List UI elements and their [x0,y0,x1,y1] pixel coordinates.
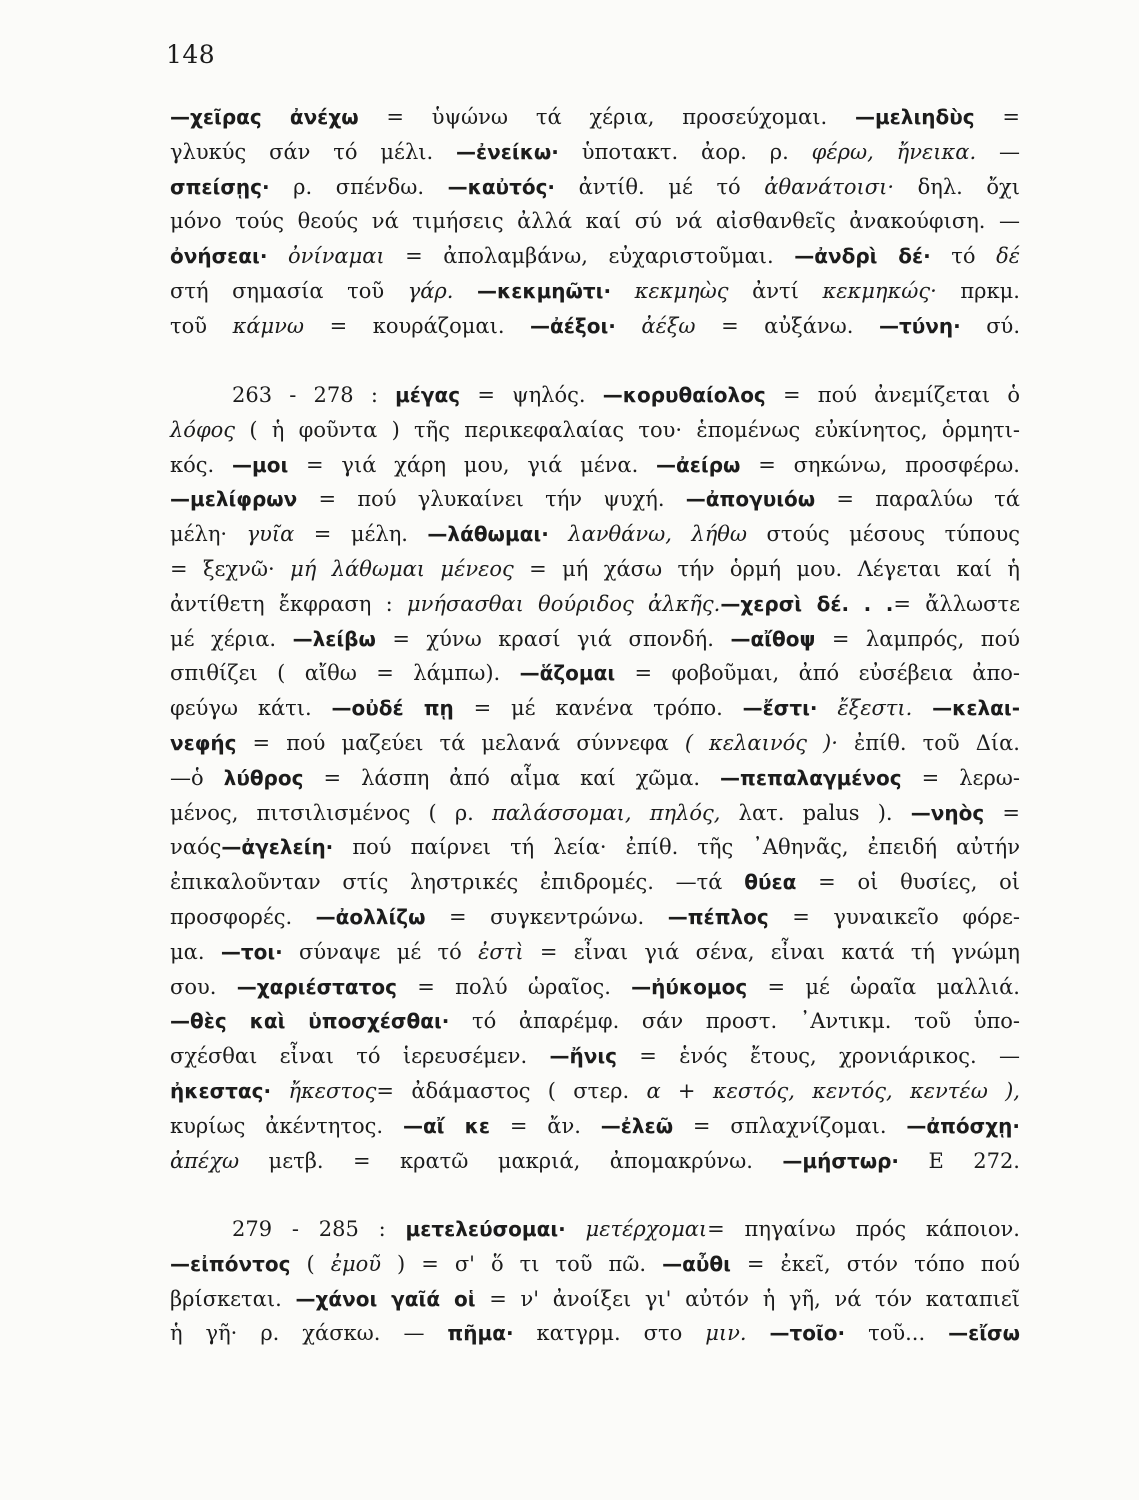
headword: σπείσῃς· [170,174,270,199]
gloss-text: σχέσθαι εἶναι τό ἱερευσέμεν. [170,1044,550,1069]
gloss-text: μέλη· [170,522,247,547]
italic-term: ἔξεστι. [837,696,913,721]
headword: —τύνη· [878,313,961,338]
gloss-text: σύναψε μέ τό [282,939,479,964]
gloss-text: ἀντί [728,278,823,303]
text-line [170,204,1020,239]
gloss-text: = ἄν. [489,1113,601,1138]
italic-term: ἐμοῦ [330,1251,382,1276]
gloss-text: = ξεχνῶ· [170,556,291,581]
headword: —ἐνείκω· [456,139,559,164]
italic-term: λανθάνω, λήθω [568,522,748,547]
gloss-text: κός. [170,452,232,477]
gloss-text: ( ἡ φοῦντα ) τῆς περικεφαλαίας του· ἑπομένως εὐκίνητος, ὁρμητι- [235,417,1020,442]
gloss-text: στούς μέσους τύπους [747,522,1020,547]
headword: —κεκμηῶτι· [477,278,612,303]
gloss-text: σπιθίζει ( αἴθω = λάμπω). [170,661,520,686]
gloss-text: = λάσπη ἀπό αἷμα καί χῶμα. [303,765,721,790]
gloss-text: βρίσκεται. [170,1286,296,1311]
headword: —ἔστι· [742,696,818,721]
headword: —καὐτός· [447,174,556,199]
gloss-text [818,696,838,720]
italic-term: ( κελαινός )· [684,730,838,755]
gloss-text: = εἶναι γιά σένα, εἶναι κατά τή γνώμη [523,939,1020,964]
gloss-text: κατγρμ. στο [513,1321,706,1346]
headword: νεφής [170,730,237,755]
headword: μέγας [395,383,461,407]
text-line [170,726,1020,761]
gloss-text: = [984,800,1020,825]
headword: —ἅζομαι [519,661,616,686]
gloss-text: προσφορές. [170,904,316,929]
italic-term: ἤκεστος [288,1078,377,1103]
gloss-text: πού παίρνει τή λεία· ἐπίθ. τῆς ᾿Αθηνᾶς, ἐπειδή αὐτήν [333,835,1020,860]
gloss-text: ἐπίθ. τοῦ Δία. [837,730,1020,755]
gloss-text [616,314,642,338]
text-line [170,448,1020,483]
gloss-text: = γιά χάρη μου, γιά μένα. [288,452,657,477]
gloss-text: μα. [170,939,221,964]
text-line [170,1316,1020,1351]
text-line [170,135,1020,170]
gloss-text: σύ. [960,313,1021,338]
text-line [170,170,1020,205]
gloss-text: = παραλύω τά [815,487,1020,512]
gloss-text [912,696,932,720]
headword: —ἀείρω [656,452,741,477]
headword: —θὲς καὶ ὑποσχέσθαι· [170,1009,450,1034]
italic-term: μή λάθωμαι μένεος [290,556,514,581]
gloss-text: τό ἀπαρέμφ. σάν προστ. ᾿Αντικμ. τοῦ ὑπο- [449,1009,1020,1034]
gloss-text: = σπλαχνίζομαι. [673,1113,907,1138]
headword: —λάθωμαι· [427,522,549,547]
text-line [170,1282,1020,1317]
gloss-text: 263 - 278 : [232,383,396,407]
gloss-text [611,279,635,303]
headword: —νηὸς [910,800,985,825]
gloss-text: = ἑνός ἔτους, χρονιάρικος. — [616,1044,1020,1069]
text-line [170,239,1020,274]
italic-term: ἀθανάτοισι· [764,174,894,199]
gloss-text: πρκμ. [936,278,1020,303]
italic-term: μετέρχομαι [585,1217,708,1241]
gloss-text: = οἱ θυσίες, οἱ [796,870,1020,895]
gloss-text: = πού μαζεύει τά μελανά σύννεφα [236,730,685,755]
italic-term: γάρ. [407,278,454,303]
text-line [170,1212,1020,1247]
text-line [170,900,1020,935]
gloss-text: κυρίως ἀκέντητος. [170,1113,403,1138]
headword: —τοι· [220,939,283,964]
gloss-text: ἀντίθετη ἔκφραση : [170,591,407,616]
gloss-text: = φοβοῦμαι, ἀπό εὐσέβεια ἀπο- [615,661,1020,686]
italic-term: ἀέξω [641,313,696,338]
text-line [170,100,1020,135]
gloss-text: γλυκύς σάν τό μέλι. [170,139,457,164]
headword: —λείβω [292,626,376,651]
text-line [170,274,1020,309]
italic-term: κάμνω [232,313,305,338]
gloss-text: σου. [170,974,237,999]
text-line [170,865,1020,900]
paragraph-glossary-263-278 [170,378,1020,1178]
text-line [170,691,1020,726]
text-line [170,656,1020,691]
gloss-text: = ἀπολαμβάνω, εὐχαριστοῦμαι. [384,244,795,269]
headword: —αὖθι [662,1251,731,1276]
text-line [170,413,1020,448]
headword: —μήστωρ· [782,1148,899,1173]
headword: —μελιηδὺς [854,105,975,129]
gloss-text: = μή χάσω τήν ὁρμή μου. Λέγεται καί ἡ [513,556,1020,581]
gloss-text: = μέ κανένα τρόπο. [453,696,743,721]
gloss-text: —ὁ [170,765,224,790]
gloss-text: = γυναικεῖο φόρε- [768,904,1020,929]
gloss-text: = συγκεντρώνω. [425,904,668,929]
headword: —ἀπόσχῃ· [906,1113,1020,1138]
paragraph-glossary-1 [170,100,1020,344]
italic-term: δέ [996,244,1020,269]
gloss-text: = πολύ ὡραῖος. [397,974,632,999]
gloss-text: 279 - 285 : [232,1217,406,1241]
headword: —χάνοι γαῖά οἱ [295,1286,476,1311]
page-number: 148 [166,40,216,69]
gloss-text: φεύγω κάτι. [170,696,332,721]
gloss-text: = πηγαίνω πρός κάποιον. [707,1217,1020,1241]
gloss-text [271,1079,288,1103]
gloss-text [566,1217,586,1241]
gloss-text: στή σημασία τοῦ [170,278,408,303]
text-line [170,309,1020,344]
gloss-text: — [976,139,1020,164]
text-line [170,482,1020,517]
gloss-text: = κουράζομαι. [304,313,531,338]
gloss-text: δηλ. ὄχι [894,174,1020,199]
headword: πῆμα· [447,1321,514,1346]
italic-term: α + κεστός, κεντός, κεντέω ), [646,1078,1020,1103]
headword: λύθρος [223,765,304,790]
headword: θύεα [744,870,797,895]
text-line [170,517,1020,552]
gloss-text: = πού γλυκαίνει τήν ψυχή. [297,487,686,512]
gloss-text: = χύνω κρασί γιά σπονδή. [375,626,731,651]
gloss-text: = ν' ἀνοίξει γι' αὐτόν ἡ γῆ, νά τόν καταπιεῖ [475,1286,1020,1311]
italic-term: ἀπέχω [170,1148,240,1173]
italic-term: γυῖα [246,522,295,547]
gloss-text: τό [930,244,997,269]
headword: ἠκεστας· [170,1078,272,1103]
gloss-text: = ἀδάμαστος ( στερ. [376,1078,647,1103]
gloss-text: ὑποτακτ. ἀορ. ρ. [558,139,812,164]
gloss-text [267,244,288,268]
gloss-text [549,522,568,546]
gloss-text: = ψηλός. [460,383,603,407]
gloss-text: = [974,105,1020,129]
gloss-text: = σηκώνω, προσφέρω. [740,452,1020,477]
text-line [170,796,1020,831]
headword: —χερσὶ δέ. . . [720,591,894,616]
headword: —ἀολλίζω [315,904,426,929]
text-line [170,622,1020,657]
headword: —χεῖρας ἀνέχω [170,105,359,129]
gloss-text: = μέ ὡραῖα μαλλιά. [747,974,1020,999]
text-line [170,1144,1020,1179]
gloss-text: = αὐξάνω. [695,313,879,338]
headword: —εἰπόντος [170,1251,291,1276]
text-line [170,587,1020,622]
text-line [170,761,1020,796]
headword: —μελίφρων [170,487,298,512]
gloss-text: μένος, πιτσιλισμένος ( ρ. [170,800,493,825]
text-line [170,1074,1020,1109]
text-line [170,935,1020,970]
headword: —κελαι- [932,696,1020,721]
italic-term: κεκμηὼς [634,278,729,303]
text-line [170,830,1020,865]
gloss-text: ) = σ' ὅ τι τοῦ πῶ. [381,1251,663,1276]
text-line [170,1247,1020,1282]
text-line [170,1039,1020,1074]
gloss-text [747,1321,770,1345]
headword: —μοι [232,452,289,477]
italic-term: κεκμηκώς· [822,278,937,303]
headword: —πέπλος [667,904,769,929]
headword: —χαριέστατος [236,974,398,999]
gloss-text: λατ. palus ). [720,800,911,825]
gloss-text: Ε 272. [899,1148,1020,1173]
gloss-text: = ὑψώνω τά χέρια, προσεύχομαι. [358,105,855,129]
italic-term: φέρω, ἤνεικα. [811,139,977,164]
gloss-text: ἀντίθ. μέ τό [555,174,765,199]
headword: —ἀέξοι· [530,313,616,338]
gloss-text: ἐπικαλοῦνταν στίς ληστρικές ἐπιδρομές. —τά [170,870,745,895]
italic-term: λόφος [170,417,236,442]
text-line [170,1004,1020,1039]
headword: —πεπαλαγμένος [720,765,902,790]
text-line [170,970,1020,1005]
text-line [170,378,1020,413]
headword: —ἤνις [549,1044,617,1069]
italic-term: ὀνίναμαι [287,244,385,269]
headword: —ἀγελείη· [221,835,334,860]
headword: —αἴ κε [402,1113,490,1138]
headword: —κορυθαίολος [602,383,766,407]
gloss-text: ναός [170,835,222,860]
gloss-text: = ἐκεῖ, στόν τόπο πού [730,1251,1021,1276]
headword: —ἐλεῶ [600,1113,674,1138]
gloss-text: τοῦ... [845,1321,949,1346]
gloss-text: ἡ γῆ· ρ. χάσκω. — [170,1321,448,1346]
gloss-text: = λαμπρός, πού [815,626,1021,651]
text-line [170,552,1020,587]
italic-term: μνήσασθαι θούριδος ἀλκῆς. [406,591,721,616]
headword: —ἀνδρὶ δέ· [794,244,931,269]
headword: ὀνήσεαι· [170,244,268,269]
headword: —ἠύκομος [631,974,748,999]
gloss-text: μόνο τούς θεούς νά τιμήσεις ἀλλά καί σύ νά αἰσθανθεῖς ἀνακούφιση. — [170,209,1020,234]
headword: —αἴθοψ [730,626,816,651]
headword: —οὐδέ πῃ [331,696,454,721]
gloss-text: μέ χέρια. [170,626,293,651]
gloss-text: = λερω- [901,765,1021,790]
headword: —ἀπογυιόω [685,487,816,512]
gloss-text: = ἄλλωστε [893,591,1021,616]
italic-term: παλάσσομαι, πηλός, [492,800,721,825]
headword: —εἴσω [948,1321,1021,1346]
gloss-text: μετβ. = κρατῶ μακριά, ἀπομακρύνω. [239,1148,783,1173]
gloss-text [453,279,477,303]
gloss-text: ( [290,1251,331,1276]
gloss-text: = μέλη. [294,522,428,547]
paragraph-glossary-279-285 [170,1212,1020,1351]
headword: —τοῖο· [769,1321,846,1346]
headword: μετελεύσομαι· [405,1217,566,1241]
italic-term: ἐστὶ [478,939,524,964]
gloss-text: ρ. σπένδω. [269,174,448,199]
gloss-text: τοῦ [170,313,233,338]
gloss-text: = πού ἀνεμίζεται ὁ [765,383,1020,407]
italic-term: μιν. [705,1321,747,1346]
text-line [170,1109,1020,1144]
